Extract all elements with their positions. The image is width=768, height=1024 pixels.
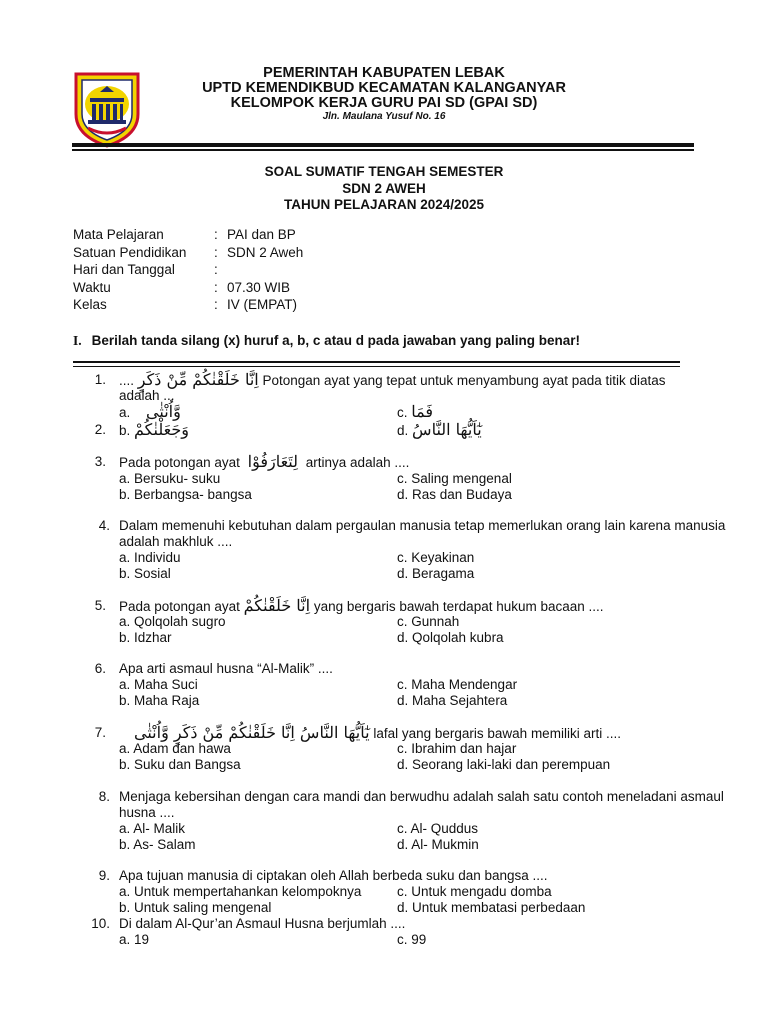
option-a[interactable]: a. Qolqolah sugro (119, 614, 226, 629)
option-b[interactable]: b. Idzhar (119, 630, 172, 645)
option-d[interactable]: d. Qolqolah kubra (397, 630, 504, 645)
info-label: Mata Pelajaran (73, 227, 164, 242)
question-number: 5. (94, 598, 106, 613)
option-a[interactable]: a. Maha Suci (119, 677, 198, 692)
letterhead-divider-thin (72, 149, 694, 151)
arabic-verse: يٰٓاَيُّهَا النَّاسُ اِنَّا خَلَقْنٰكُمْ مِّنْ ذَكَرٍ وَّاُنْثٰى (134, 723, 370, 742)
stem-text: yang bergaris bawah terdapat hukum bacaan .... (313, 599, 604, 614)
info-value: PAI dan BP (227, 227, 296, 242)
question-stem: Di dalam Al-Qur’an Asmaul Husna berjumlah .... (119, 916, 406, 931)
stem-text: artinya adalah .... (305, 455, 410, 470)
exam-title-line-2: SDN 2 AWEH (342, 180, 426, 196)
option-d[interactable]: d. Ras dan Budaya (397, 487, 512, 502)
option-c[interactable]: c. Untuk mengadu domba (397, 884, 552, 899)
stem-continuation: adalah ... (119, 388, 175, 403)
section-instruction (73, 333, 580, 349)
option-d[interactable]: d. Maha Sejahtera (397, 693, 508, 708)
option-d[interactable]: d. Seorang laki-laki dan perempuan (397, 757, 611, 772)
option-c[interactable]: c. Ibrahim dan hajar (397, 741, 517, 756)
section-numeral: I. (73, 333, 82, 348)
stem-text: lafal yang bergaris bawah memiliki arti .... (373, 726, 621, 741)
info-row: Satuan Pendidikan : SDN 2 Aweh (73, 244, 304, 260)
option-a[interactable]: a. Untuk mempertahankan kelompoknya (119, 884, 362, 899)
info-label: Satuan Pendidikan (73, 244, 187, 260)
option-d[interactable] (397, 422, 482, 439)
question-number: 6. (94, 661, 106, 676)
option-label: d. (397, 423, 409, 438)
question-stem (119, 598, 684, 615)
option-a[interactable]: a. Individu (119, 550, 181, 565)
letterhead-line-1: PEMERINTAH KABUPATEN LEBAK (263, 65, 505, 81)
option-b[interactable] (119, 422, 189, 439)
question-number: 1. (94, 372, 106, 387)
option-arabic: فَمَا (411, 402, 434, 421)
info-row: Hari dan Tanggal : (73, 262, 218, 277)
question-stem: Apa tujuan manusia di ciptakan oleh Allah berbeda suku dan bangsa .... (119, 868, 548, 883)
option-c[interactable]: c. Gunnah (397, 614, 460, 629)
letterhead-line-2: UPTD KEMENDIKBUD KECAMATAN KALANGANYAR (202, 80, 566, 96)
option-c[interactable]: c. Saling mengenal (397, 471, 512, 486)
question-number: 10. (91, 916, 110, 931)
stem-line-2: adalah makhluk .... (119, 534, 233, 549)
letterhead-address: Jln. Maulana Yusuf No. 16 (322, 111, 446, 122)
question-stem: Apa arti asmaul husna “Al-Malik” .... (119, 661, 333, 676)
question-number: 9. (98, 868, 110, 883)
question-stem (134, 725, 699, 742)
exam-title-line-1: SOAL SUMATIF TENGAH SEMESTER (264, 164, 504, 179)
question-number: 4. (98, 518, 110, 533)
option-c[interactable] (397, 404, 433, 421)
stem-prefix: .... (119, 373, 135, 388)
stem-text: Pada potongan ayat (119, 455, 240, 470)
school-logo-icon (70, 68, 144, 148)
letterhead-divider-thick (72, 143, 694, 147)
info-row: Kelas : IV (EMPAT) (73, 297, 297, 312)
option-arabic: وَجَعَلْنٰكُمْ (134, 420, 189, 439)
question-number: 2. (94, 422, 106, 437)
exam-title (150, 164, 618, 214)
letterhead (150, 66, 618, 123)
option-a[interactable]: a. Bersuku- suku (119, 471, 221, 486)
arabic-verse: اِنَّا خَلَقْنٰكُمْ مِّنْ ذَكَرٍ (137, 370, 259, 389)
info-value: SDN 2 Aweh (227, 244, 304, 260)
option-b[interactable]: b. As- Salam (119, 837, 196, 852)
option-a[interactable] (119, 404, 181, 421)
question-stem (119, 372, 684, 389)
option-b[interactable]: b. Sosial (119, 566, 171, 581)
option-d[interactable]: d. Untuk membatasi perbedaan (397, 900, 586, 915)
question-number: 7. (94, 725, 106, 740)
stem-line-2: husna .... (119, 805, 175, 820)
option-c[interactable]: c. Keyakinan (397, 550, 475, 565)
option-c[interactable]: c. 99 (397, 932, 427, 947)
option-d[interactable]: d. Al- Mukmin (397, 837, 479, 852)
exam-title-line-3: TAHUN PELAJARAN 2024/2025 (283, 197, 485, 212)
option-c[interactable]: c. Maha Mendengar (397, 677, 518, 692)
info-label: Kelas (73, 297, 107, 312)
option-label: c. (397, 405, 408, 420)
section-divider-thin (73, 366, 680, 367)
section-divider-thick (73, 361, 680, 363)
option-b[interactable]: b. Maha Raja (119, 693, 200, 708)
option-d[interactable]: d. Beragama (397, 566, 475, 581)
letterhead-line-3: KELOMPOK KERJA GURU PAI SD (GPAI SD) (230, 95, 538, 111)
option-arabic: وَّاُنْثٰى (146, 402, 181, 421)
info-value: IV (EMPAT) (227, 297, 297, 312)
stem-text: Pada potongan ayat (119, 599, 240, 614)
stem-line-1: Menjaga kebersihan dengan cara mandi dan berwudhu adalah salah satu contoh meneladani asmaul (119, 789, 724, 804)
option-c[interactable]: c. Al- Quddus (397, 821, 479, 836)
exam-info-table (73, 226, 473, 314)
question-number: 3. (94, 454, 106, 469)
option-b[interactable]: b. Untuk saling mengenal (119, 900, 272, 915)
arabic-verse: اِنَّا خَلَقْنٰكُمْ (243, 596, 311, 615)
info-row: Mata Pelajaran : PAI dan BP (73, 227, 296, 242)
option-b[interactable]: b. Berbangsa- bangsa (119, 487, 252, 502)
info-row: Waktu : 07.30 WIB (73, 279, 291, 295)
option-a[interactable]: a. Adam dan hawa (119, 741, 231, 756)
stem-text: Potongan ayat yang tepat untuk menyambung ayat pada titik diatas (262, 373, 666, 388)
info-label: Waktu (73, 279, 111, 295)
info-label: Hari dan Tanggal (73, 262, 175, 277)
arabic-verse: لِتَعَارَفُوْا (247, 452, 299, 471)
question-stem (119, 454, 684, 471)
option-label: b. (119, 423, 131, 438)
option-a[interactable]: a. 19 (119, 932, 150, 947)
option-a[interactable]: a. Al- Malik (119, 821, 186, 836)
stem-line-1: Dalam memenuhi kebutuhan dalam pergaulan manusia tetap memerlukan orang lain karena manusia (119, 518, 726, 533)
option-arabic: يٰٓاَيُّهَا النَّاسُ (412, 420, 482, 439)
option-b[interactable]: b. Suku dan Bangsa (119, 757, 241, 772)
info-value: 07.30 WIB (227, 279, 291, 295)
question-number: 8. (98, 789, 110, 804)
option-label: a. (119, 405, 131, 420)
instruction-text: Berilah tanda silang (x) huruf a, b, c atau d pada jawaban yang paling benar! (91, 333, 580, 348)
